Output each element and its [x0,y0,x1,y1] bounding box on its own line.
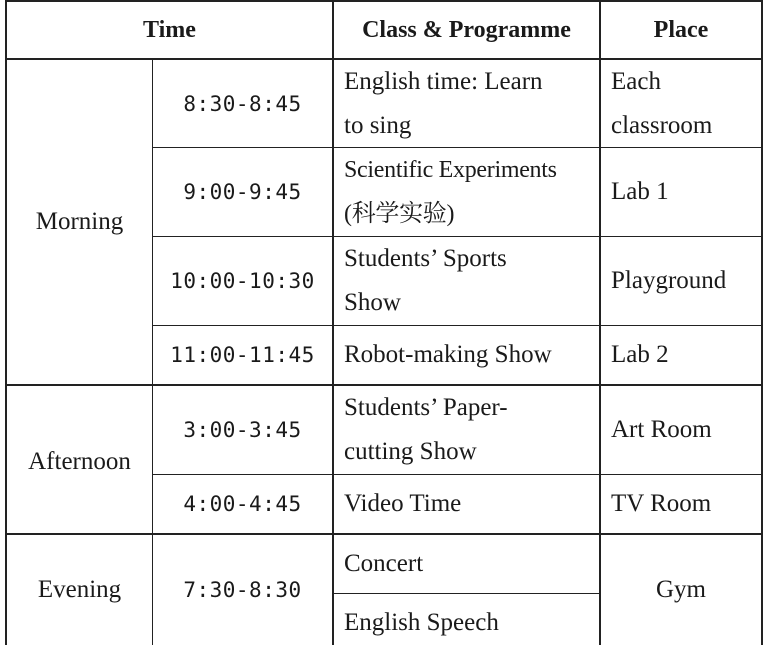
place-cell: Each classroom [611,67,713,139]
time-slot: 4:00-4:45 [183,492,302,516]
period-afternoon: Afternoon [28,447,131,475]
header-time: Time [143,17,196,43]
time-slot: 7:30-8:30 [183,578,302,602]
v-line-right [761,0,763,645]
time-slot: 11:00-11:45 [170,343,315,367]
header-place: Place [653,17,709,43]
time-slot: 10:00-10:30 [170,269,315,293]
programme-cell: Scientific Experiments (科学实验) [344,157,557,227]
time-slot: 9:00-9:45 [183,180,302,204]
programme-cell: Robot-making Show [344,341,552,368]
place-cell: TV Room [611,490,712,517]
header-class: Class & Programme [362,17,571,43]
programme-cell: Video Time [344,490,462,517]
programme-cell: English Speech [344,609,499,636]
period-evening: Evening [37,576,122,603]
programme-cell: Students’ Paper- cutting Show [344,394,508,465]
place-cell: Playground [611,267,727,294]
programme-cell: Concert [344,550,424,577]
place-cell: Lab 1 [611,178,669,205]
programme-cell: English time: Learn to sing [344,67,543,139]
place-cell: Gym [656,576,706,603]
time-slot: 3:00-3:45 [183,418,302,442]
place-cell: Lab 2 [611,341,669,368]
period-morning: Morning [35,208,124,235]
time-slot: 8:30-8:45 [183,91,302,116]
programme-cell: Students’ Sports Show [344,245,507,316]
place-cell: Art Room [611,416,712,443]
